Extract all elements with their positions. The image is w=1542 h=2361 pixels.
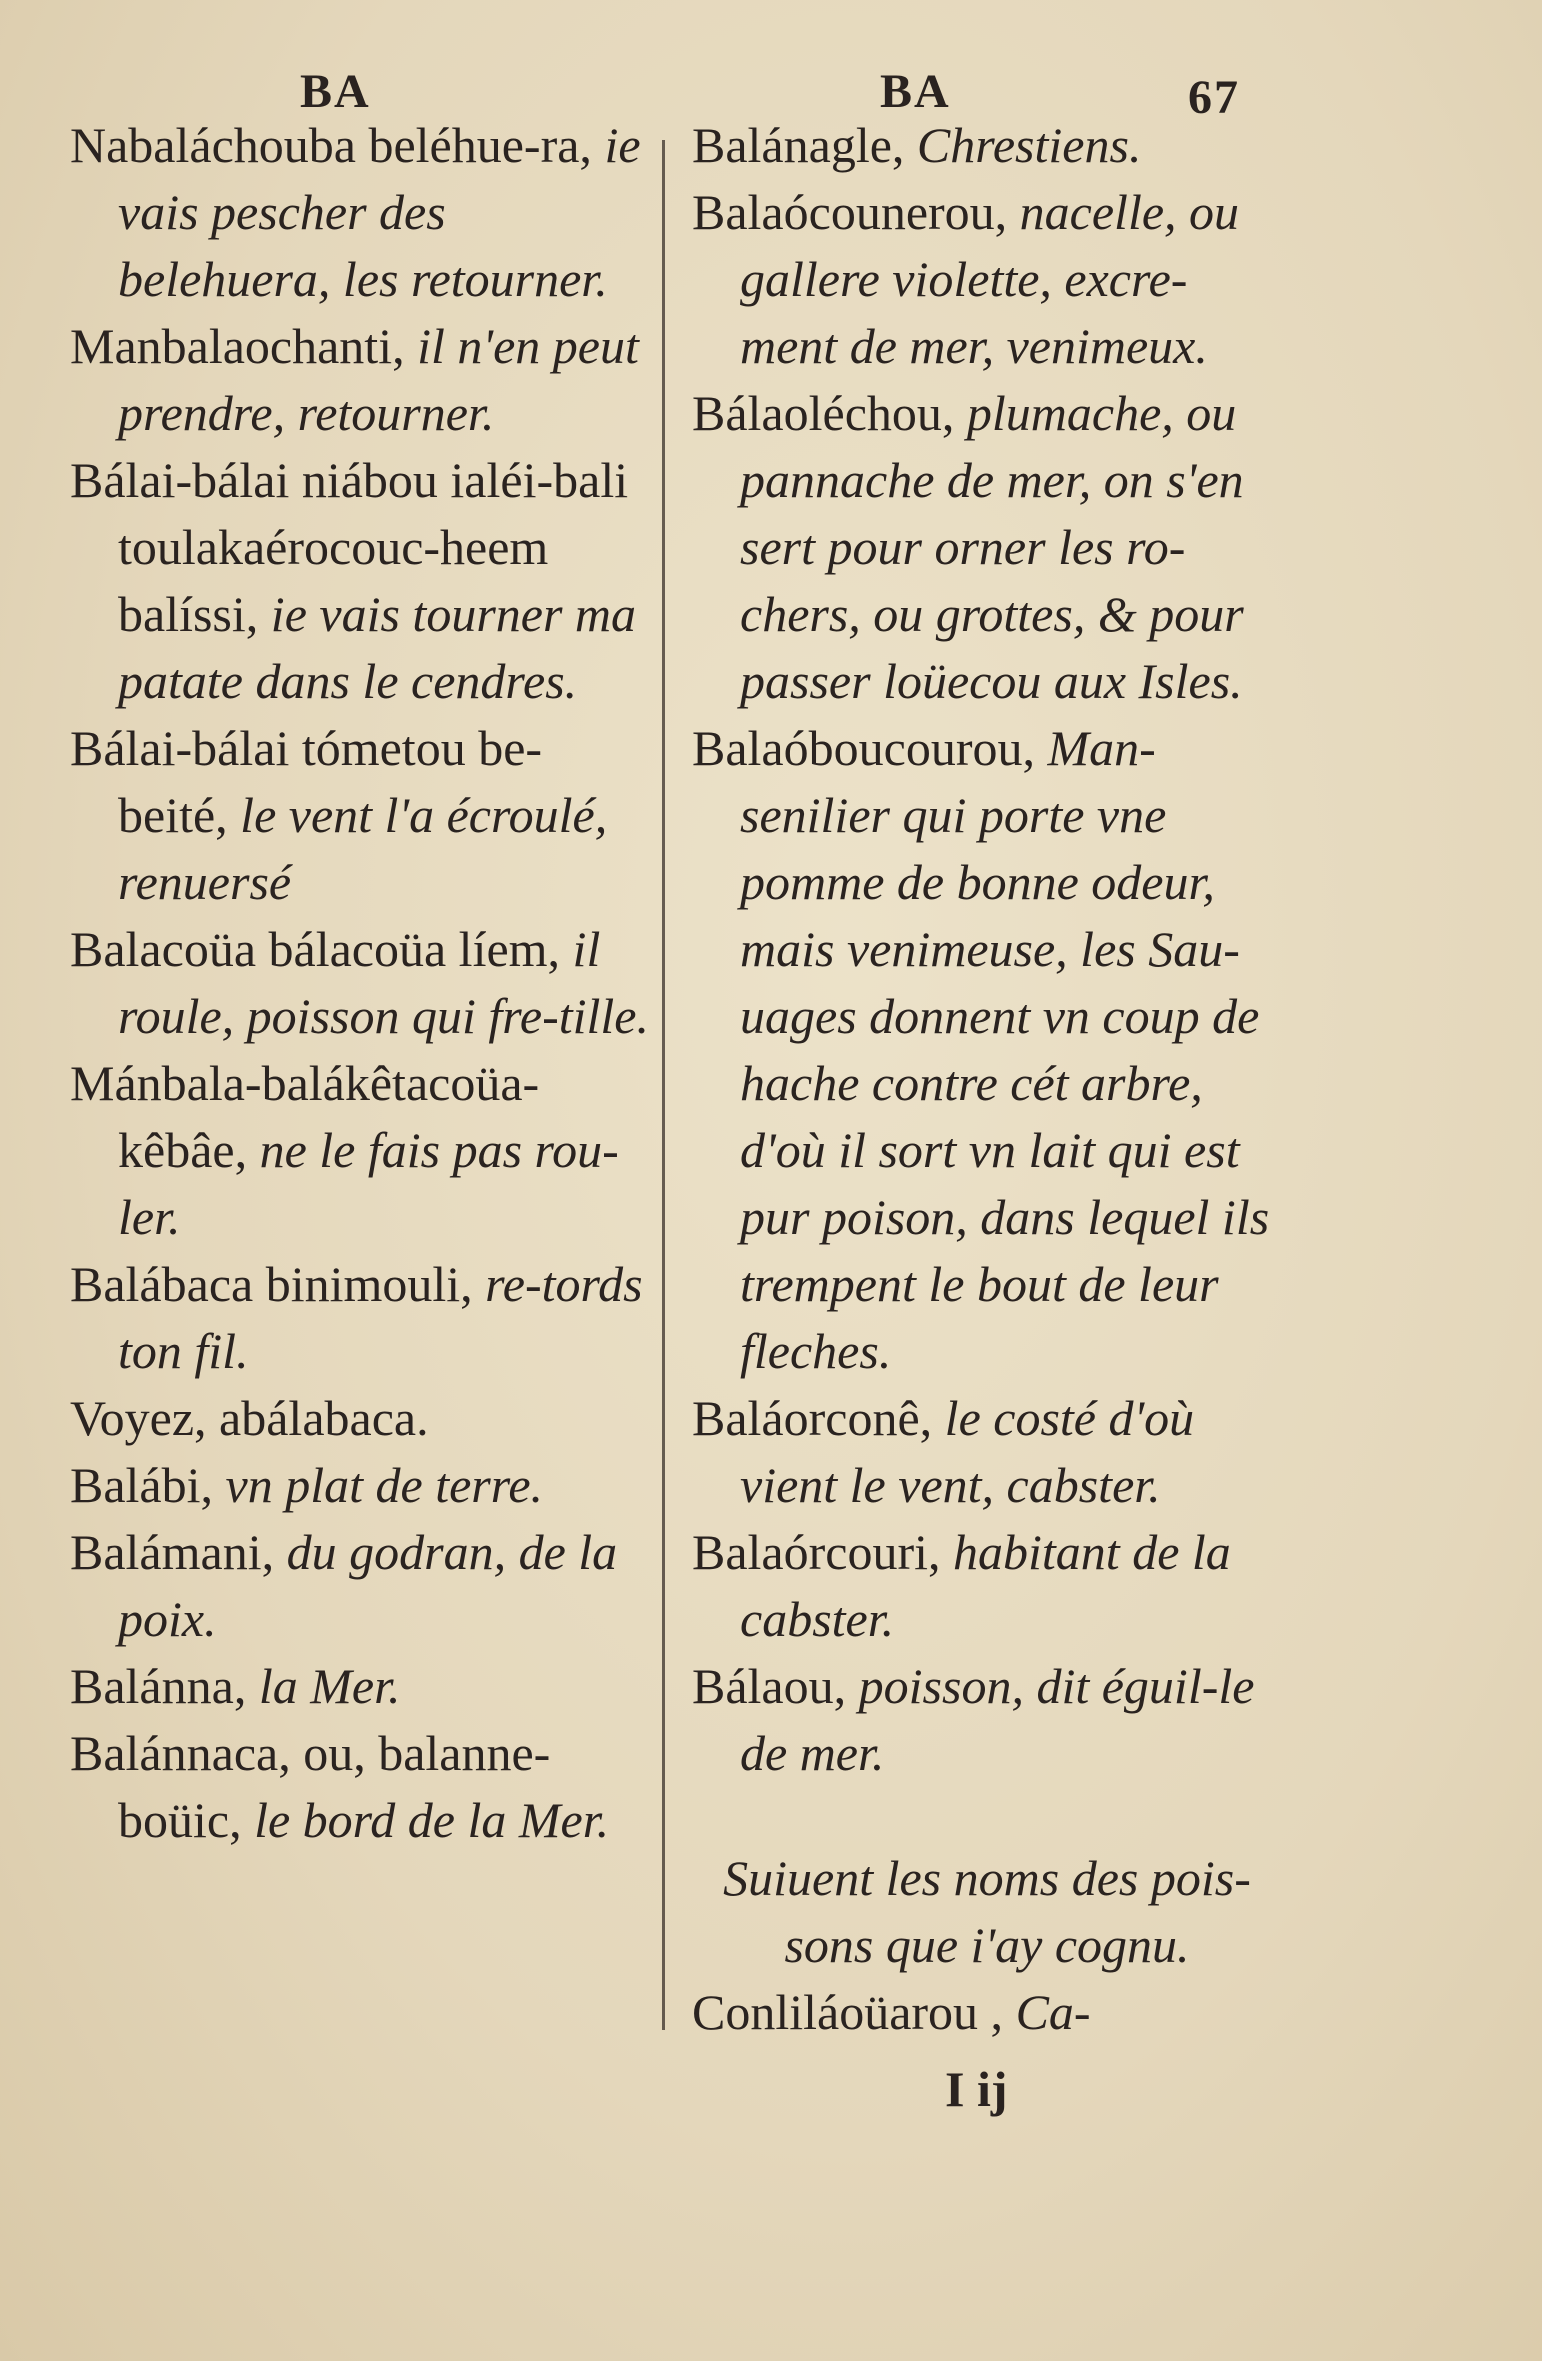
column-divider xyxy=(662,140,665,2030)
dictionary-entry: Balábi, vn plat de terre. xyxy=(70,1457,544,1513)
dictionary-entry: Bálai-bálai tómetou be-beité, le vent l'a écroulé, renuersé xyxy=(70,720,608,910)
dictionary-entry: Balánnaca, ou, balanne-boüic, le bord de la Mer. xyxy=(70,1725,610,1848)
signature-mark: I ij xyxy=(945,2061,1008,2117)
page-number: 67 xyxy=(1188,71,1240,124)
dictionary-entry: Balánagle, Chrestiens. xyxy=(692,117,1142,173)
left-column xyxy=(70,112,650,1854)
dictionary-entry: Balaócounerou, nacelle, ou gallere violette, excre-ment de mer, venimeux. xyxy=(692,184,1240,374)
dictionary-entry: Manbalaochanti, il n'en peut prendre, retourner. xyxy=(70,318,639,441)
section-note: Suiuent les noms des pois-sons que i'ay cognu. xyxy=(723,1850,1251,1973)
dictionary-entry: Bálai-bálai niábou ialéi-bali toulakaérocouc-heem balíssi, ie vais tourner ma patate dans le cendres. xyxy=(70,452,637,709)
dictionary-entry: Balánna, la Mer. xyxy=(70,1658,401,1714)
dictionary-entry: Baláorconê, le costé d'où vient le vent, cabster. xyxy=(692,1390,1195,1513)
dictionary-entry: Bálaou, poisson, dit éguil-le de mer. xyxy=(692,1658,1255,1781)
dictionary-entry: Balámani, du godran, de la poix. xyxy=(70,1524,618,1647)
dictionary-entry: Nabaláchouba beléhue-ra, ie vais pescher des belehuera, les retourner. xyxy=(70,117,641,307)
left-running-head: BA xyxy=(300,65,371,118)
dictionary-entry: Voyez, abálabaca. xyxy=(70,1390,429,1446)
dictionary-entry: Bálaoléchou, plumache, ou pannache de mer, on s'en sert pour orner les ro-chers, ou grottes, & pour passer loüecou aux Isles. xyxy=(692,385,1244,709)
right-running-head: BA xyxy=(880,65,951,118)
dictionary-entry: Balacoüa bálacoüa líem, il roule, poisson qui fre-tille. xyxy=(70,921,649,1044)
right-column xyxy=(692,112,1282,2046)
dictionary-entry: Balábaca binimouli, re-tords ton fil. xyxy=(70,1256,643,1379)
dictionary-entry: Conliláoüarou , Ca- xyxy=(692,1984,1091,2040)
dictionary-entry: Mánbala-balákêtacoüa-kêbâe, ne le fais pas rou-ler. xyxy=(70,1055,619,1245)
dictionary-entry: Balaóboucourou, Man-senilier qui porte vne pomme de bonne odeur, mais venimeuse, les Sau-uages donnent vn coup de hache contre cét arbre, d'où il sort vn lait qui est pur poison, dans lequel ils trempent le bout de leur fleches. xyxy=(692,720,1270,1379)
dictionary-entry: Balaórcouri, habitant de la cabster. xyxy=(692,1524,1231,1647)
